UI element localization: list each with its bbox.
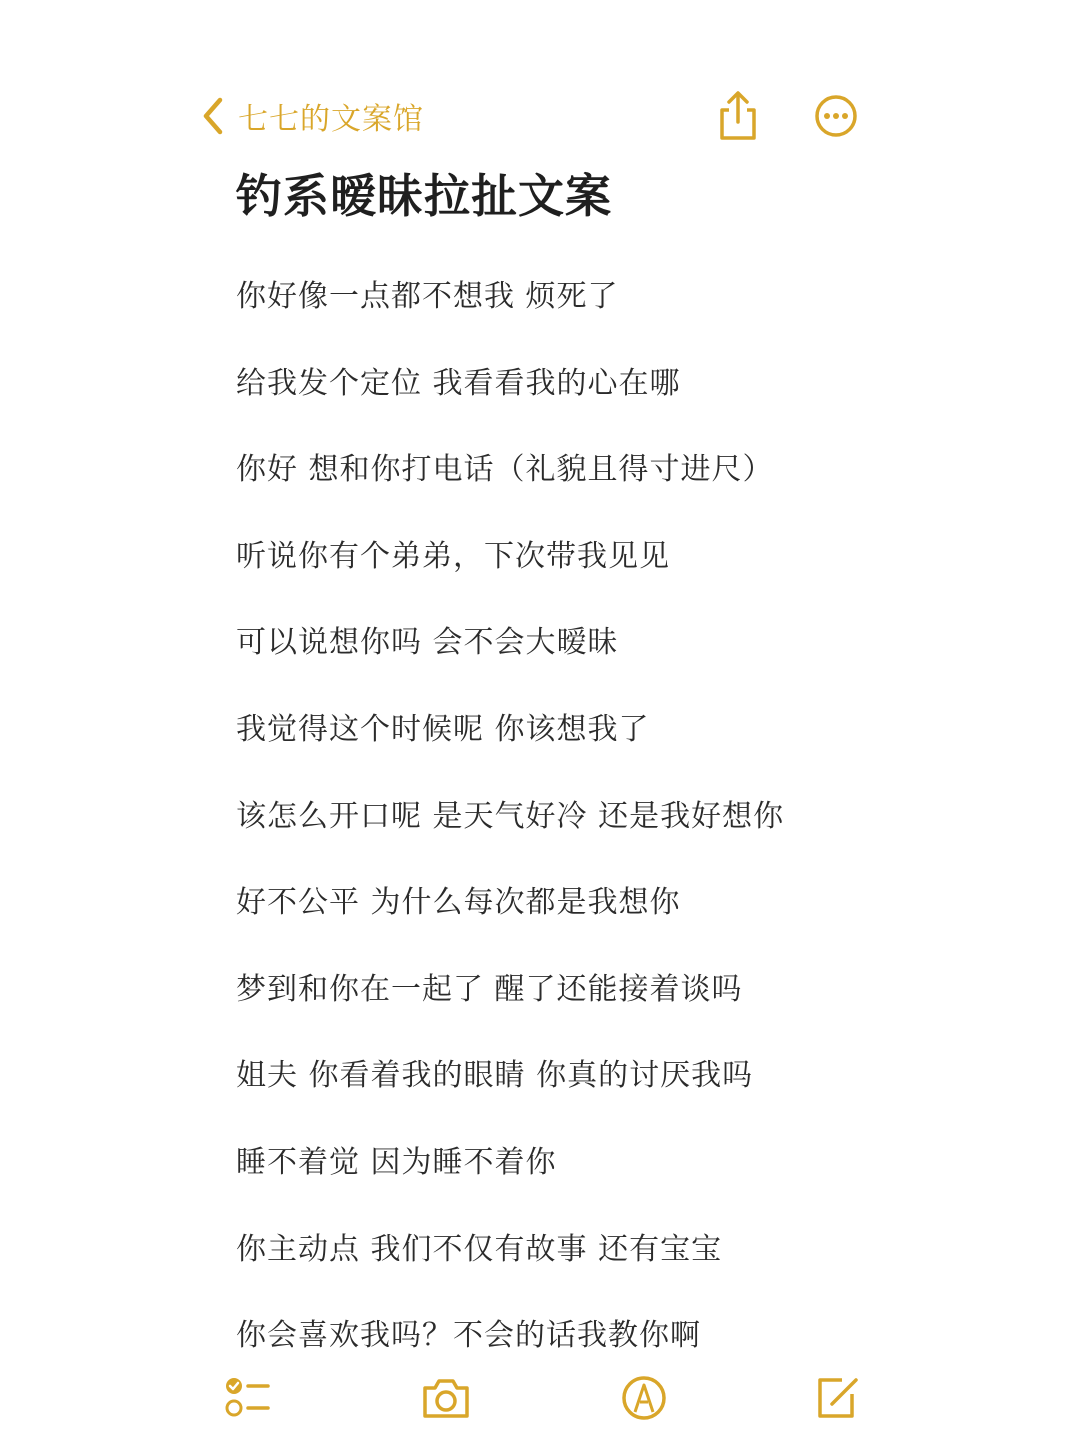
note-line: 可以说想你吗 会不会大暧昧: [236, 625, 619, 661]
more-button[interactable]: [812, 92, 860, 140]
note-line: 你好 想和你打电话（礼貌且得寸进尺）: [236, 452, 774, 488]
note-line: 梦到和你在一起了 醒了还能接着谈吗: [236, 971, 743, 1007]
note-line: 好不公平 为什么每次都是我想你: [236, 885, 681, 921]
note-line: 你好像一点都不想我 烦死了: [236, 279, 619, 314]
note-line: 你会喜欢我吗？不会的话我教你啊: [236, 1318, 701, 1354]
markup-pen-icon: [618, 1409, 670, 1428]
share-button[interactable]: [712, 88, 764, 144]
share-icon: [712, 129, 764, 148]
compose-icon: [812, 1409, 864, 1428]
note-line: 听说你有个弟弟，下次带我见见: [236, 538, 670, 574]
note-line: 给我发个定位 我看看我的心在哪: [236, 365, 681, 401]
checklist-button[interactable]: [222, 1372, 274, 1424]
navigation-bar: [0, 0, 1080, 160]
checklist-icon: [222, 1409, 274, 1428]
more-icon: [812, 125, 860, 144]
note-title[interactable]: 钓系暧昧拉扯文案: [236, 169, 612, 223]
note-line: 我觉得这个时候呢 你该想我了: [236, 711, 650, 747]
back-label: 七七的文案馆: [238, 102, 424, 137]
note-line: 睡不着觉 因为睡不着你: [236, 1144, 557, 1180]
chevron-left-icon: [200, 96, 226, 136]
note-line: 你主动点 我们不仅有故事 还有宝宝: [236, 1231, 723, 1267]
note-body[interactable]: [236, 276, 784, 1402]
markup-button[interactable]: [618, 1372, 670, 1424]
camera-button[interactable]: [420, 1372, 472, 1424]
back-button[interactable]: [200, 88, 424, 144]
compose-button[interactable]: [812, 1372, 864, 1424]
note-line: 该怎么开口呢 是天气好冷 还是我好想你: [236, 798, 785, 834]
bottom-toolbar: [0, 1360, 1080, 1432]
camera-icon: [420, 1409, 472, 1428]
note-line: 姐夫 你看着我的眼睛 你真的讨厌我吗: [236, 1058, 754, 1094]
